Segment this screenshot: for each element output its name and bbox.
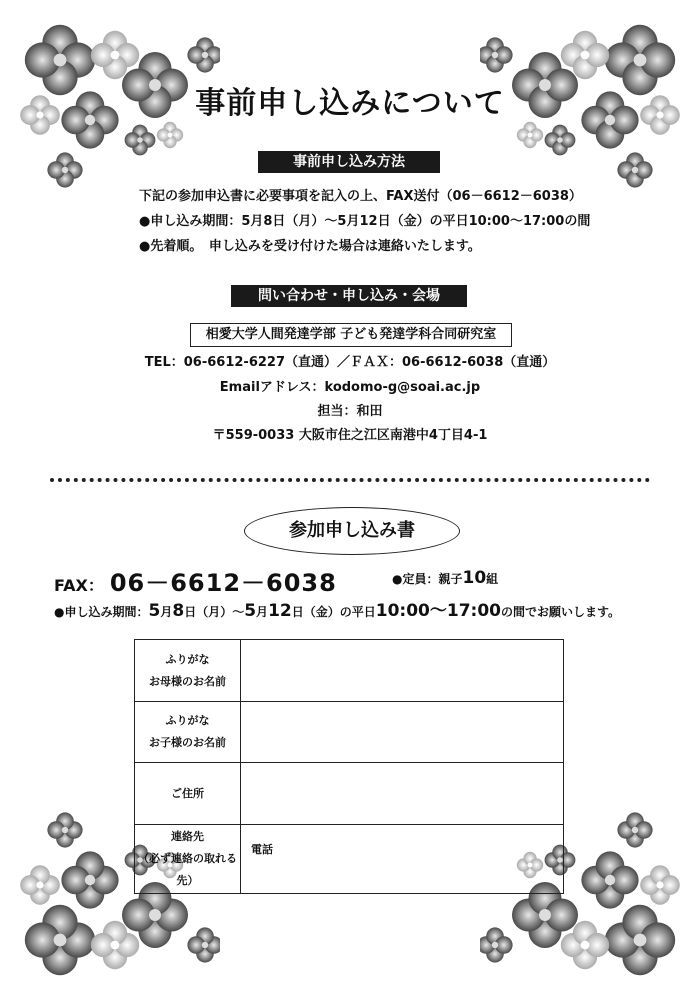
capacity-prefix: ●定員：親子 (392, 572, 463, 586)
contact-tel-fax: TEL：06-6612-6227（直通）／ＦＡＸ：06-6612-6038（直通） (144, 355, 556, 370)
label-furigana: ふりがな (165, 714, 210, 727)
form-application-period (54, 596, 620, 621)
form-label-cell (135, 640, 241, 702)
application-form-table (134, 639, 564, 894)
contact-heading: 問い合わせ・申し込み・会場 (231, 285, 467, 307)
capacity-number: 10 (462, 568, 487, 588)
label-furigana: ふりがな (165, 652, 210, 666)
method-line-first-come: ●先着順。 申し込みを受け付けた場合は連絡いたします。 (139, 239, 481, 254)
method-heading: 事前申し込み方法 (258, 151, 440, 173)
label-address: ご住所 (171, 786, 204, 800)
period-suffix: の間でお願いします。 (500, 605, 621, 619)
form-label-cell (135, 702, 241, 763)
fax-number: 06－6612－6038 (109, 569, 337, 597)
form-label-cell (135, 825, 241, 894)
method-line-fax: 下記の参加申込書に必要事項を記入の上、FAX送付（06－6612－6038） (139, 189, 582, 204)
mother-name-field[interactable] (241, 640, 564, 702)
fax-label: FAX： (54, 576, 104, 595)
page-title: 事前申し込みについて (195, 86, 505, 121)
period-day-end: 12 (268, 601, 292, 621)
contact-email: Emailアドレス：kodomo-g@soai.ac.jp (219, 380, 481, 395)
period-text: 月 (160, 605, 173, 619)
contact-person: 担当：和田 (317, 404, 383, 419)
child-name-field[interactable] (241, 702, 564, 763)
capacity-suffix: 組 (486, 572, 499, 586)
form-row-address (135, 763, 564, 825)
organization-name: 相愛大学人間発達学部 子ども発達学科合同研究室 (190, 323, 512, 347)
address-field[interactable] (241, 763, 564, 825)
method-line-period: ●申し込み期間：5月8日（月）～5月12日（金）の平日10:00～17:00の間 (139, 214, 591, 229)
period-text: 日（月）～ (184, 605, 245, 619)
label-contact: 連絡先 (171, 830, 204, 843)
period-month-end: 5 (244, 601, 257, 621)
form-row-contact (135, 825, 564, 894)
form-row-child-name (135, 702, 564, 763)
label-mother-name: お母様のお名前 (149, 674, 226, 688)
form-title: 参加申し込み書 (244, 507, 460, 555)
form-row-mother-name (135, 640, 564, 702)
cut-line-divider (50, 478, 650, 482)
contact-phone-field[interactable]: 電話 (241, 825, 564, 894)
label-contact-note: （必ず連絡の取れる先） (138, 852, 237, 887)
period-month-start: 5 (148, 601, 161, 621)
form-fax (54, 563, 337, 598)
contact-address: 〒559-0033 大阪市住之江区南港中4丁目4-1 (212, 428, 488, 443)
form-capacity (392, 568, 498, 588)
period-text: 月 (256, 605, 269, 619)
period-day-start: 8 (172, 601, 185, 621)
period-time: 10:00～17:00 (375, 601, 501, 621)
period-prefix: ●申し込み期間： (54, 605, 149, 619)
period-text: 日（金）の平日 (291, 605, 376, 619)
label-child-name: お子様のお名前 (149, 736, 226, 749)
form-label-cell (135, 763, 241, 825)
